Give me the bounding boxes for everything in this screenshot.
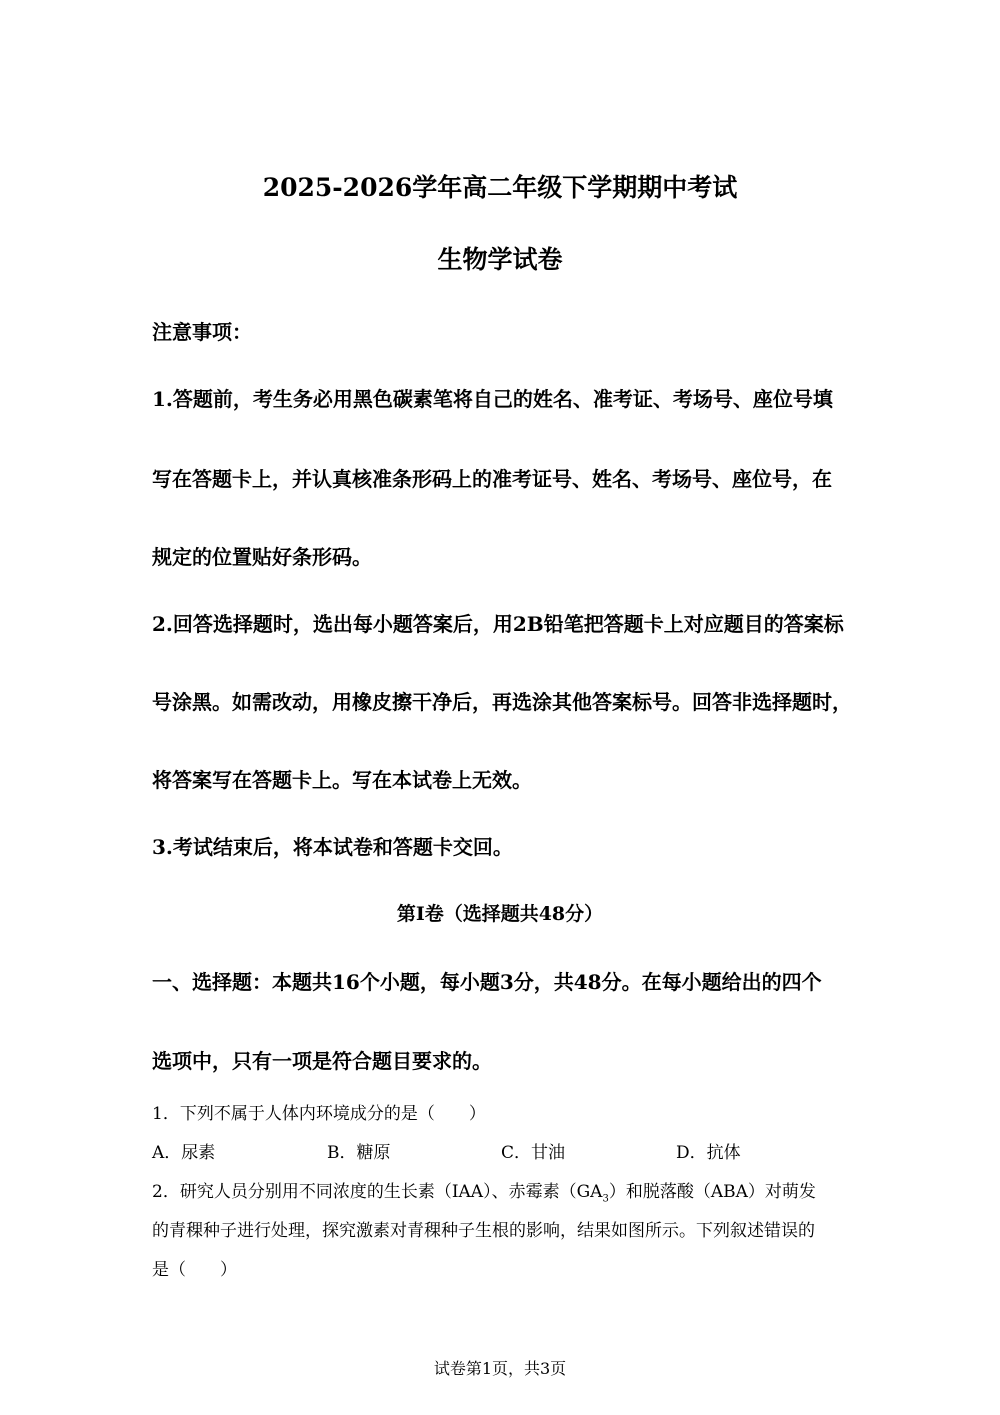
notice-heading: 注意事项：: [152, 320, 252, 344]
section-instruction: 选项中，只有一项是符合题目要求的。: [152, 1049, 492, 1073]
section-instruction: 一、选择题：本题共16个小题，每小题3分，共48分。在每小题给出的四个: [152, 970, 822, 994]
exam-subtitle: 生物学试卷: [437, 245, 563, 274]
question-2-line-3: 是（ ）: [152, 1260, 237, 1280]
question-1-option-a: A．尿素: [152, 1143, 216, 1163]
question-1-option-d: D．抗体: [676, 1143, 741, 1163]
page-footer: 试卷第1页，共3页: [433, 1359, 567, 1378]
question-2-line-1: [152, 1177, 816, 1204]
notice-line: 3.考试结束后，将本试卷和答题卡交回。: [152, 835, 513, 859]
section-title: 第I卷（选择题共48分）: [396, 903, 604, 925]
question-1-stem: 1．下列不属于人体内环境成分的是（ ）: [152, 1104, 486, 1124]
question-2-line-2: 的青稞种子进行处理，探究激素对青稞种子生根的影响，结果如图所示。下列叙述错误的: [152, 1221, 815, 1241]
subscript: 3: [602, 1193, 609, 1205]
question-2-line-1-b: ）和脱落酸（ABA）对萌发: [608, 1182, 816, 1202]
question-1-option-c: C．甘油: [501, 1143, 566, 1163]
notice-line: 1.答题前，考生务必用黑色碳素笔将自己的姓名、准考证、考场号、座位号填: [152, 387, 833, 411]
question-2-line-1-a: 2．研究人员分别用不同浓度的生长素（IAA）、赤霉素（GA: [152, 1182, 603, 1202]
notice-line: 号涂黑。如需改动，用橡皮擦干净后，再选涂其他答案标号。回答非选择题时，: [152, 690, 852, 714]
notice-line: 规定的位置贴好条形码。: [152, 545, 372, 569]
notice-line: 2.回答选择题时，选出每小题答案后，用2B铅笔把答题卡上对应题目的答案标: [152, 612, 844, 636]
notice-line: 将答案写在答题卡上。写在本试卷上无效。: [152, 768, 532, 792]
question-1-option-b: B．糖原: [327, 1143, 391, 1163]
notice-line: 写在答题卡上，并认真核准条形码上的准考证号、姓名、考场号、座位号，在: [152, 467, 832, 491]
exam-title: 2025-2026学年高二年级下学期期中考试: [262, 173, 738, 202]
